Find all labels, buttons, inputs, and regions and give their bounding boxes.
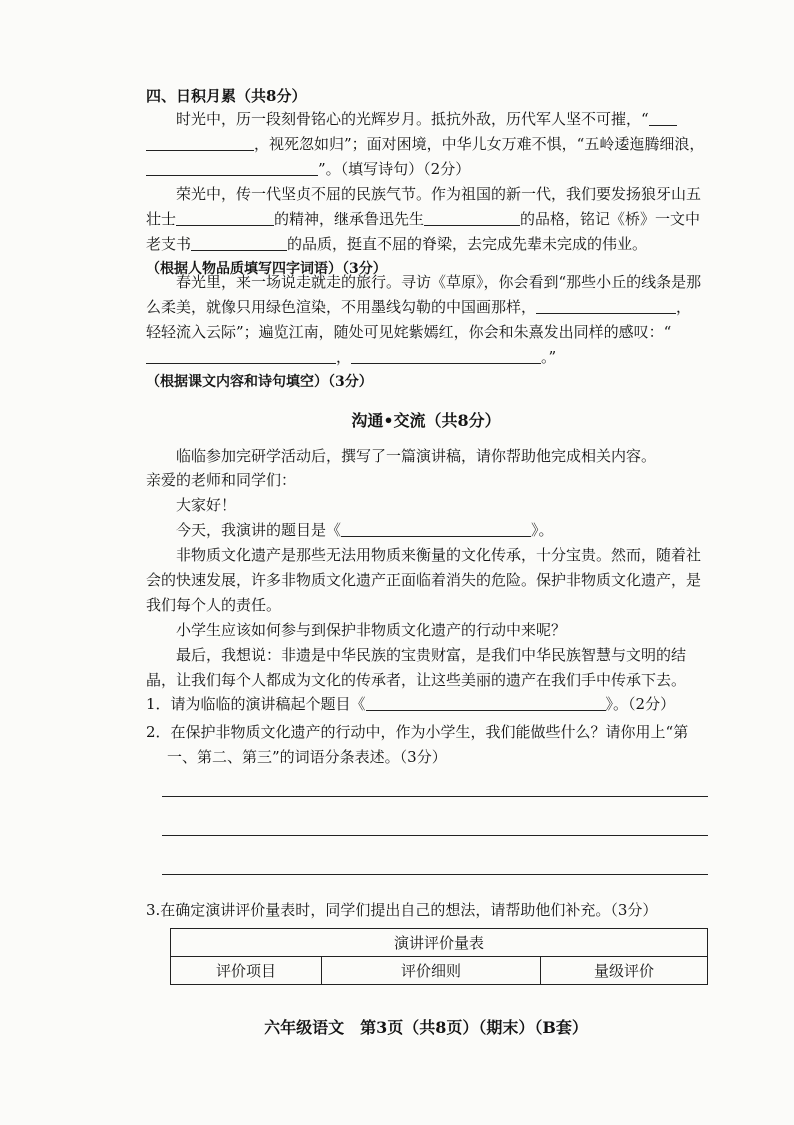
fill-blank-3[interactable]	[146, 159, 318, 176]
evaluation-table	[170, 928, 708, 985]
fill-blank-8[interactable]	[146, 347, 336, 364]
question-3: 3.在确定演讲评价量表时，同学们提出自己的想法，请帮助他们补充。（3分）	[146, 901, 658, 919]
p3-text-c: ，	[336, 348, 352, 366]
speech-paragraph-1: 非物质文化遗产是那些无法用物质来衡量的文化传承，十分宝贵。然而，随着社会的快速发展，许多非物质文化遗产正面临着消失的危险。保护非物质文化遗产，是我们每个人的责任。	[146, 546, 702, 614]
section4-paragraph-3	[146, 270, 706, 395]
answer-line-1[interactable]	[162, 796, 708, 797]
section4-paragraph-1	[146, 107, 706, 182]
p1-text-c: ”。（填写诗句）（2分）	[318, 160, 471, 178]
fill-blank-7[interactable]	[536, 297, 676, 314]
q1-text-b: 》。（2分）	[605, 695, 676, 713]
fill-blank-4[interactable]	[176, 209, 274, 226]
speech-title-blank[interactable]	[341, 520, 531, 537]
section4-paragraph-2	[146, 182, 706, 282]
p2-text-c: 的品格，铭记《桥》一文中老支书	[146, 210, 701, 253]
p1-text-b: ，视死忽如归”；面对困境，中华儿女万难不惧，“五岭逶迤腾细浪，	[254, 135, 705, 153]
speech-title-line	[146, 518, 706, 543]
speech-paragraph-3: 最后，我想说：非遗是中华民族的宝贵财富，是我们中华民族智慧与文明的结晶，让我们每个人都成为文化的传承者，让这些美丽的遗产在我们手中传承下去。	[146, 646, 687, 689]
speech-salutation: 亲爱的老师和同学们：	[146, 471, 297, 489]
fill-blank-6[interactable]	[191, 234, 287, 251]
answer-line-3[interactable]	[162, 874, 708, 875]
table-header-item: 评价项目	[171, 957, 322, 985]
speech-paragraph-2: 小学生应该如何参与到保护非物质文化遗产的行动中来呢？	[176, 621, 567, 639]
q1-title-blank[interactable]	[366, 694, 606, 711]
question-1	[146, 692, 706, 717]
p3-text-b: ，轻轻流入云际”；遍览江南，随处可见姹紫嫣红，你会和朱熹发出同样的感叹：“	[146, 298, 692, 341]
p1-text-a: 时光中，历一段刻骨铭心的光辉岁月。抵抗外敌，历代军人坚不可摧，“	[176, 110, 649, 128]
section4-heading: 四、日积月累（共8分）	[146, 87, 307, 105]
comm-heading: 沟通•交流（共8分）	[351, 411, 501, 430]
comm-intro: 临临参加完研学活动后，撰写了一篇演讲稿，请你帮助他完成相关内容。	[176, 447, 657, 465]
p2-note: （根据人物品质填写四字词语）（3分）	[146, 261, 387, 277]
p2-text-d: 的品质，挺直不屈的脊梁，去完成先辈未完成的伟业。	[287, 235, 648, 253]
p2-text-b: 的精神，继承鲁迅先生	[274, 210, 425, 228]
table-title: 演讲评价量表	[171, 929, 708, 957]
fill-blank-1[interactable]	[649, 109, 677, 126]
title-line-text-b: 》。	[531, 521, 554, 539]
title-line-text-a: 今天，我演讲的题目是《	[176, 521, 342, 539]
q1-text-a: 1．请为临临的演讲稿起个题目《	[146, 695, 366, 713]
p3-text-d: 。”	[541, 348, 557, 366]
fill-blank-9[interactable]	[351, 347, 541, 364]
p3-note: （根据课文内容和诗句填空）（3分）	[146, 374, 373, 390]
p3-text-a: 春光里，来一场说走就走的旅行。寻访《草原》，你会看到“那些小丘的线条是那么柔美，就像只用绿色渲染，不用墨线勾勒的中国画那样，	[146, 273, 702, 316]
fill-blank-2[interactable]	[146, 134, 254, 151]
table-header-criteria: 评价细则	[322, 957, 541, 985]
question-2: 2．在保护非物质文化遗产的行动中，作为小学生，我们能做些什么？请你用上“第一、第二、第三”的词语分条表述。（3分）	[146, 723, 689, 766]
answer-line-2[interactable]	[162, 835, 708, 836]
p2-text-a: 荣光中，传一代坚贞不屈的民族气节。作为祖国的新一代，我们要发扬狼牙山五壮士	[146, 185, 702, 228]
fill-blank-5[interactable]	[424, 209, 520, 226]
page-footer: 六年级语文 第3页（共8页）（期末）（B套）	[264, 1018, 588, 1037]
table-header-rating: 量级评价	[541, 957, 708, 985]
speech-greeting: 大家好！	[176, 496, 237, 514]
